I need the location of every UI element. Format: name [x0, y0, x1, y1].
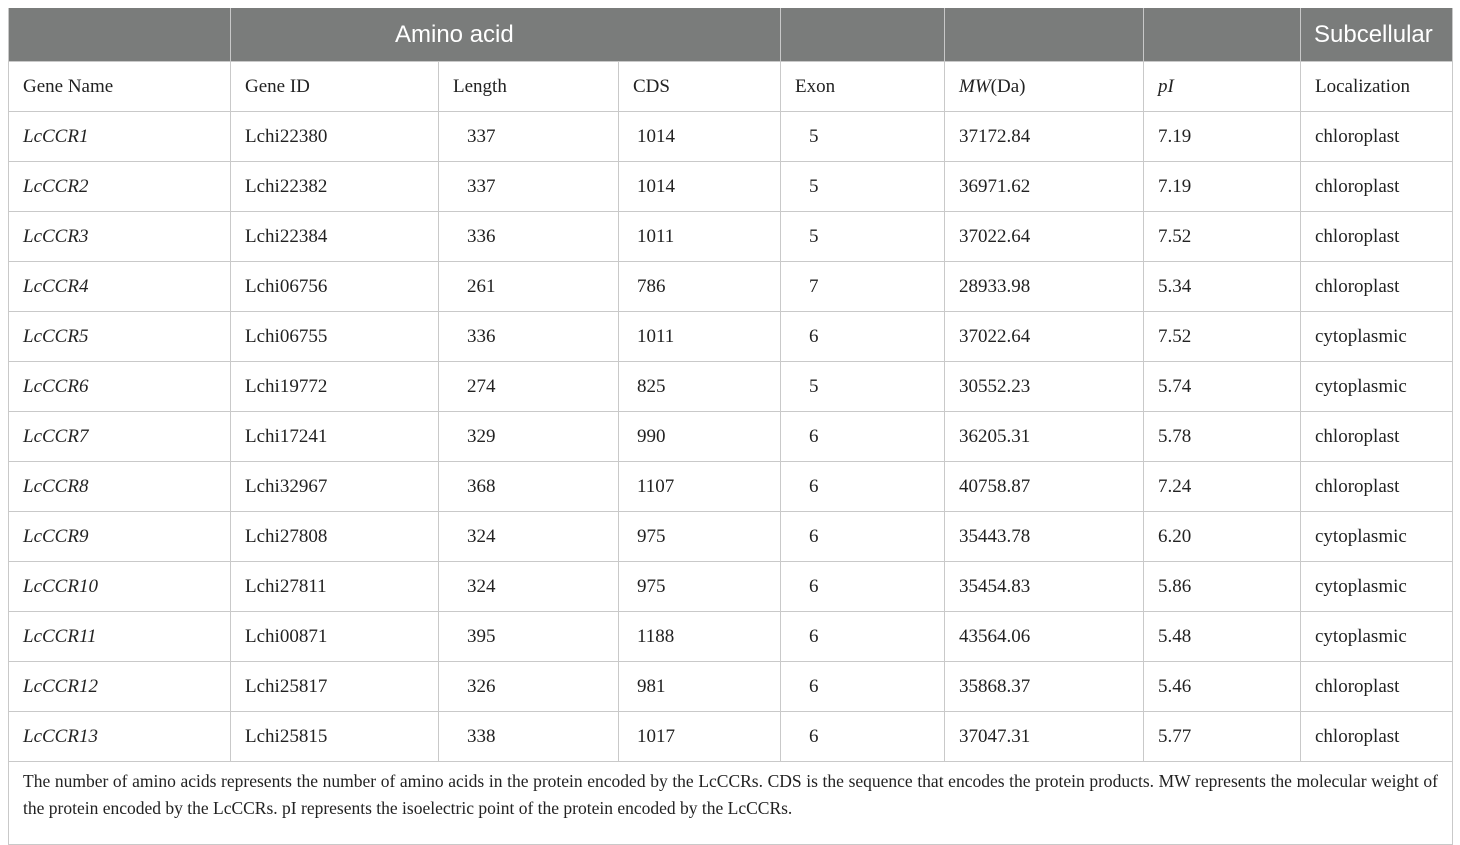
cds-cell: 975: [619, 512, 781, 562]
cds-cell: 1017: [619, 712, 781, 762]
mw-cell: 35443.78: [945, 512, 1144, 562]
cds-cell: 1011: [619, 212, 781, 262]
gene-name-cell: LcCCR7: [9, 412, 231, 462]
mw-cell: 36971.62: [945, 162, 1144, 212]
column-header-row: [9, 62, 1453, 112]
cds-cell: 1014: [619, 112, 781, 162]
mw-cell: 37022.64: [945, 212, 1144, 262]
pi-cell: 5.86: [1144, 562, 1301, 612]
table-row: [9, 612, 1453, 662]
column-header-mw: [945, 62, 1144, 112]
localization-cell: chloroplast: [1301, 212, 1453, 262]
exon-cell: 6: [781, 512, 945, 562]
column-header-exon: Exon: [781, 62, 945, 112]
mw-cell: 37172.84: [945, 112, 1144, 162]
table-row: [9, 162, 1453, 212]
lcccr-gene-table: [8, 8, 1453, 845]
group-header-blank: [1144, 8, 1301, 62]
gene-name-cell: LcCCR9: [9, 512, 231, 562]
amino-acid-group-header: Amino acid: [231, 8, 781, 62]
length-cell: 324: [439, 562, 619, 612]
length-cell: 326: [439, 662, 619, 712]
length-cell: 338: [439, 712, 619, 762]
length-cell: 395: [439, 612, 619, 662]
gene-name-cell: LcCCR12: [9, 662, 231, 712]
mw-cell: 37022.64: [945, 312, 1144, 362]
localization-cell: chloroplast: [1301, 662, 1453, 712]
gene-id-cell: Lchi22382: [231, 162, 439, 212]
mw-cell: 37047.31: [945, 712, 1144, 762]
mw-cell: 43564.06: [945, 612, 1144, 662]
gene-id-cell: Lchi00871: [231, 612, 439, 662]
column-header-gene-name: Gene Name: [9, 62, 231, 112]
mw-cell: 28933.98: [945, 262, 1144, 312]
exon-cell: 6: [781, 462, 945, 512]
group-header-blank: [9, 8, 231, 62]
localization-cell: cytoplasmic: [1301, 312, 1453, 362]
gene-id-cell: Lchi25815: [231, 712, 439, 762]
exon-cell: 6: [781, 562, 945, 612]
cds-cell: 981: [619, 662, 781, 712]
mw-cell: 36205.31: [945, 412, 1144, 462]
gene-id-cell: Lchi25817: [231, 662, 439, 712]
cds-cell: 825: [619, 362, 781, 412]
cds-cell: 1014: [619, 162, 781, 212]
cds-cell: 1188: [619, 612, 781, 662]
pi-cell: 7.52: [1144, 212, 1301, 262]
length-cell: 329: [439, 412, 619, 462]
gene-id-cell: Lchi17241: [231, 412, 439, 462]
pi-cell: 7.19: [1144, 112, 1301, 162]
exon-cell: 5: [781, 212, 945, 262]
column-header-localization: Localization: [1301, 62, 1453, 112]
pi-cell: 6.20: [1144, 512, 1301, 562]
localization-cell: cytoplasmic: [1301, 562, 1453, 612]
column-header-length: Length: [439, 62, 619, 112]
gene-name-cell: LcCCR10: [9, 562, 231, 612]
cds-cell: 1107: [619, 462, 781, 512]
gene-name-cell: LcCCR11: [9, 612, 231, 662]
exon-cell: 6: [781, 712, 945, 762]
localization-cell: cytoplasmic: [1301, 362, 1453, 412]
exon-cell: 5: [781, 362, 945, 412]
cds-cell: 786: [619, 262, 781, 312]
localization-cell: cytoplasmic: [1301, 512, 1453, 562]
group-header-row: [9, 8, 1453, 62]
mw-cell: 30552.23: [945, 362, 1144, 412]
table-row: [9, 562, 1453, 612]
table-row: [9, 312, 1453, 362]
pi-cell: 7.52: [1144, 312, 1301, 362]
mw-cell: 35868.37: [945, 662, 1144, 712]
gene-id-cell: Lchi06756: [231, 262, 439, 312]
exon-cell: 6: [781, 312, 945, 362]
localization-cell: chloroplast: [1301, 112, 1453, 162]
table-container: [8, 8, 1452, 845]
column-header-gene-id: Gene ID: [231, 62, 439, 112]
cds-cell: 975: [619, 562, 781, 612]
localization-cell: chloroplast: [1301, 262, 1453, 312]
gene-id-cell: Lchi22380: [231, 112, 439, 162]
localization-cell: chloroplast: [1301, 162, 1453, 212]
table-row: [9, 712, 1453, 762]
table-footnote: The number of amino acids represents the number of amino acids in the protein encoded by the LcCCRs. CDS is the sequence that encodes the protein products. MW represents the molecular weight of the protein encoded by the LcCCRs. pI represents the isoelectric point of the protein encoded by the LcCCRs.: [9, 762, 1453, 845]
mw-unit: (Da): [990, 75, 1026, 97]
footnote-row: [9, 762, 1453, 845]
table-row: [9, 412, 1453, 462]
table-row: [9, 212, 1453, 262]
gene-name-cell: LcCCR8: [9, 462, 231, 512]
column-header-pi: pI: [1144, 62, 1301, 112]
length-cell: 324: [439, 512, 619, 562]
mw-label: MW: [959, 75, 991, 97]
pi-cell: 5.34: [1144, 262, 1301, 312]
table-row: [9, 462, 1453, 512]
cds-cell: 1011: [619, 312, 781, 362]
gene-id-cell: Lchi22384: [231, 212, 439, 262]
pi-cell: 7.19: [1144, 162, 1301, 212]
pi-cell: 5.46: [1144, 662, 1301, 712]
gene-id-cell: Lchi27808: [231, 512, 439, 562]
table-row: [9, 362, 1453, 412]
pi-cell: 5.48: [1144, 612, 1301, 662]
pi-cell: 5.78: [1144, 412, 1301, 462]
exon-cell: 7: [781, 262, 945, 312]
group-header-blank: [781, 8, 945, 62]
gene-name-cell: LcCCR5: [9, 312, 231, 362]
gene-name-cell: LcCCR1: [9, 112, 231, 162]
table-row: [9, 262, 1453, 312]
gene-name-cell: LcCCR3: [9, 212, 231, 262]
exon-cell: 5: [781, 162, 945, 212]
exon-cell: 6: [781, 612, 945, 662]
localization-cell: cytoplasmic: [1301, 612, 1453, 662]
pi-cell: 5.74: [1144, 362, 1301, 412]
subcellular-group-header: Subcellular: [1301, 8, 1453, 62]
table-row: [9, 662, 1453, 712]
pi-cell: 5.77: [1144, 712, 1301, 762]
exon-cell: 6: [781, 662, 945, 712]
gene-id-cell: Lchi27811: [231, 562, 439, 612]
pi-cell: 7.24: [1144, 462, 1301, 512]
table-row: [9, 512, 1453, 562]
exon-cell: 6: [781, 412, 945, 462]
exon-cell: 5: [781, 112, 945, 162]
gene-name-cell: LcCCR13: [9, 712, 231, 762]
table-row: [9, 112, 1453, 162]
length-cell: 336: [439, 312, 619, 362]
localization-cell: chloroplast: [1301, 712, 1453, 762]
localization-cell: chloroplast: [1301, 412, 1453, 462]
gene-id-cell: Lchi19772: [231, 362, 439, 412]
length-cell: 274: [439, 362, 619, 412]
length-cell: 337: [439, 112, 619, 162]
gene-id-cell: Lchi06755: [231, 312, 439, 362]
cds-cell: 990: [619, 412, 781, 462]
column-header-cds: CDS: [619, 62, 781, 112]
gene-name-cell: LcCCR6: [9, 362, 231, 412]
localization-cell: chloroplast: [1301, 462, 1453, 512]
gene-name-cell: LcCCR2: [9, 162, 231, 212]
length-cell: 336: [439, 212, 619, 262]
gene-id-cell: Lchi32967: [231, 462, 439, 512]
length-cell: 368: [439, 462, 619, 512]
length-cell: 261: [439, 262, 619, 312]
gene-name-cell: LcCCR4: [9, 262, 231, 312]
mw-cell: 40758.87: [945, 462, 1144, 512]
group-header-blank: [945, 8, 1144, 62]
mw-cell: 35454.83: [945, 562, 1144, 612]
length-cell: 337: [439, 162, 619, 212]
